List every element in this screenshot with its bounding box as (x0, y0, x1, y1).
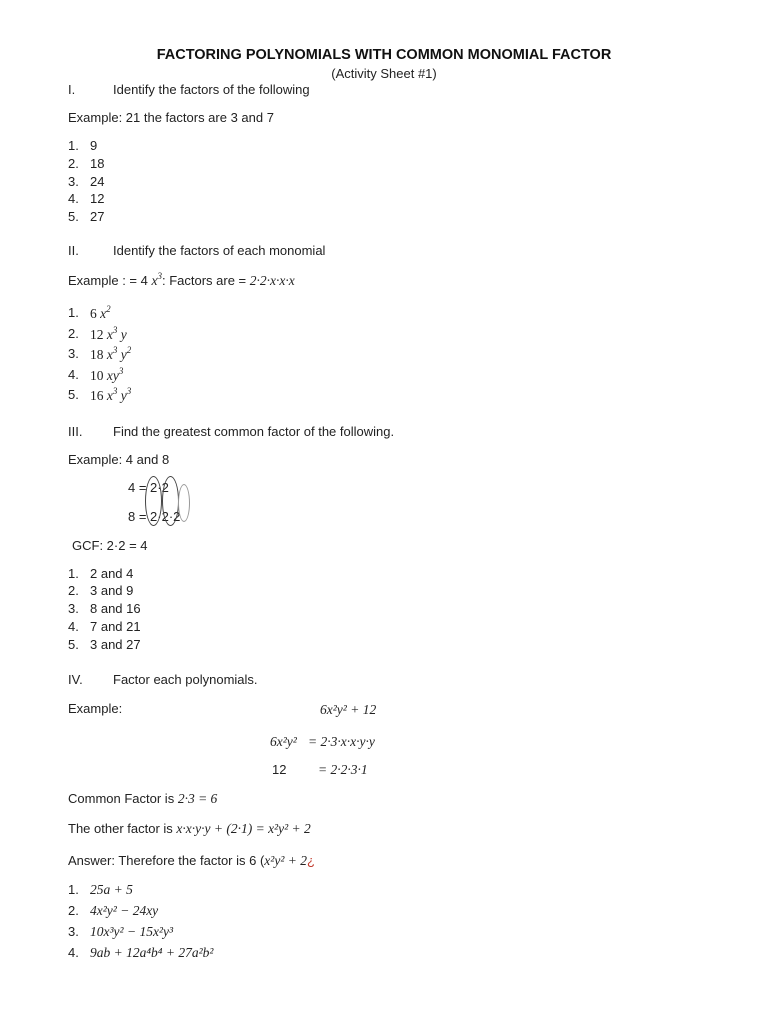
list-number: 3. (68, 924, 79, 939)
factor-line-8: 8 = 2·2·2 (128, 509, 181, 524)
list-item: 27 (90, 209, 105, 224)
common-factor-math: 2·3 = 6 (177, 791, 218, 806)
list-item: 7 and 21 (90, 619, 141, 634)
section-1-heading: Identify the factors of the following (113, 82, 310, 97)
list-item: 10x³y² − 15x²y³ (90, 924, 174, 939)
page-subtitle: (Activity Sheet #1) (331, 66, 437, 81)
monomial-exponent: 2 (106, 304, 111, 314)
common-factor-line (68, 791, 217, 807)
monomial-variable: x (106, 347, 113, 362)
list-item: 12 (90, 191, 105, 206)
monomial-exponent: 2 (126, 345, 132, 355)
monomial-variable: x (100, 306, 107, 321)
list-item: 2 and 4 (90, 566, 134, 581)
monomial-variable: xy (106, 368, 119, 383)
list-item: 9 (90, 138, 98, 153)
monomial-coefficient: 12 (90, 327, 107, 342)
list-item: 9ab + 12a⁴b⁴ + 27a²b² (90, 945, 214, 960)
section-1-example: Example: 21 the factors are 3 and 7 (68, 110, 274, 125)
list-number: 2. (68, 583, 79, 598)
monomial (90, 347, 131, 363)
monomial-exponent: 3 (112, 325, 118, 335)
section-3-number: III. (68, 424, 83, 439)
answer-glyph: ¿ (307, 853, 315, 868)
list-number: 5. (68, 209, 79, 224)
other-factor-math: x·x·y·y + (2·1) = x²y² + 2 (176, 821, 311, 836)
factor-line-2-rhs: = 2·2·3·1 (318, 762, 368, 777)
monomial (90, 368, 123, 384)
answer-prefix: Answer: Therefore the factor is 6 ( (68, 853, 265, 868)
example-factors: 2·2·x·x·x (249, 273, 295, 288)
list-item: 25a + 5 (90, 882, 133, 897)
common-factor-circle (145, 476, 162, 526)
monomial-coefficient: 16 (90, 388, 107, 403)
list-item: 4x²y² − 24xy (90, 903, 159, 918)
list-number: 3. (68, 346, 79, 361)
answer-math: x²y² + 2 (264, 853, 307, 868)
monomial (90, 327, 127, 343)
common-factor-prefix: Common Factor is (68, 791, 178, 806)
section-3-heading: Find the greatest common factor of the following. (113, 424, 395, 439)
answer-line (68, 853, 315, 869)
example-polynomial: 6x²y² + 12 (320, 702, 377, 717)
page-title: FACTORING POLYNOMIALS WITH COMMON MONOMIAL FACTOR (156, 47, 612, 63)
monomial-coefficient: 10 (90, 368, 107, 383)
list-number: 4. (68, 945, 79, 960)
monomial-variable: x (106, 388, 113, 403)
factor-line-4: 4 = 2·2 (128, 480, 169, 495)
list-number: 3. (68, 174, 79, 189)
section-4-example-label: Example: (68, 701, 123, 716)
example-mid: : Factors are = (161, 273, 250, 288)
section-4-number: IV. (68, 672, 83, 687)
monomial (90, 388, 131, 404)
monomial-exponent: 3 (126, 386, 132, 396)
section-1-number: I. (68, 82, 76, 97)
list-number: 1. (68, 305, 79, 320)
list-item: 3 and 27 (90, 637, 141, 652)
monomial (90, 306, 111, 322)
common-factor-circle (162, 476, 179, 526)
list-number: 2. (68, 326, 79, 341)
monomial-variable: x (106, 327, 113, 342)
list-number: 3. (68, 601, 79, 616)
factor-line-1-rhs: = 2·3·x·x·y·y (308, 734, 375, 749)
list-number: 4. (68, 619, 79, 634)
list-number: 1. (68, 566, 79, 581)
monomial-exponent: 3 (118, 366, 124, 376)
factor-circle-tail (178, 484, 190, 522)
monomial-exponent: 3 (112, 345, 118, 355)
section-2-number: II. (68, 243, 79, 258)
other-factor-prefix: The other factor is (68, 821, 177, 836)
section-4-heading: Factor each polynomials. (113, 672, 258, 687)
list-item: 18 (90, 156, 105, 171)
list-number: 2. (68, 903, 79, 918)
other-factor-line (68, 821, 311, 837)
list-number: 1. (68, 882, 79, 897)
monomial-variable: y (120, 347, 127, 362)
example-var: x (151, 273, 158, 288)
list-item: 8 and 16 (90, 601, 141, 616)
example-exponent: 3 (157, 271, 162, 281)
list-number: 5. (68, 387, 79, 402)
section-2-example (68, 273, 295, 289)
list-number: 4. (68, 367, 79, 382)
list-number: 5. (68, 637, 79, 652)
list-item: 3 and 9 (90, 583, 134, 598)
factor-line-2-lhs: 12 (272, 762, 287, 777)
monomial-variable: y (120, 327, 127, 342)
list-number: 4. (68, 191, 79, 206)
monomial-coefficient: 18 (90, 347, 107, 362)
monomial-variable: y (120, 388, 127, 403)
monomial-coefficient: 6 (90, 306, 101, 321)
example-prefix: Example : = 4 (68, 273, 152, 288)
factor-line-1-lhs: 6x²y² (270, 734, 297, 749)
list-item: 24 (90, 174, 105, 189)
list-number: 2. (68, 156, 79, 171)
section-2-heading: Identify the factors of each monomial (113, 243, 326, 258)
gcf-result: GCF: 2·2 = 4 (72, 538, 148, 553)
section-3-example: Example: 4 and 8 (68, 452, 170, 467)
monomial-exponent: 3 (112, 386, 118, 396)
list-number: 1. (68, 138, 79, 153)
